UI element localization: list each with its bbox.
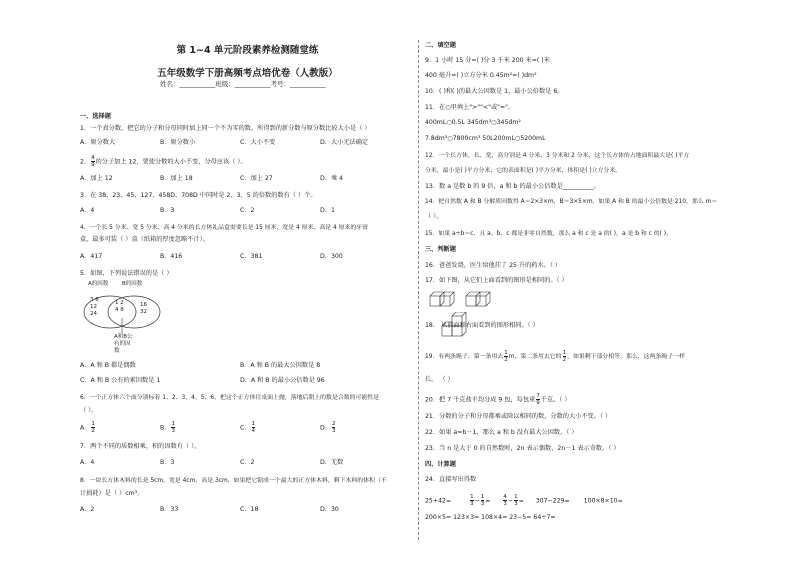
q8-opt-d: D．30 bbox=[320, 506, 339, 513]
q9-line2: 400 毫升=( )立方分米 0.45m²=( )dm² bbox=[425, 72, 537, 79]
f2-num: 1 bbox=[480, 494, 485, 500]
q3-opt-a: A．4 bbox=[80, 207, 95, 214]
calc-307-229: 307−229= bbox=[535, 497, 570, 505]
q17-cubes-figure bbox=[428, 290, 498, 310]
calc-25-42: 25+42= bbox=[425, 497, 452, 505]
q5-opt-b: B．A 和 B 的最大公因数是 8 bbox=[240, 362, 321, 369]
q6-opt-a-fraction bbox=[91, 421, 95, 434]
q22: 22．如果 a=b－1，那么 a 和 b 没有最大公因数。（ ） bbox=[425, 429, 578, 436]
f3-den: 3 bbox=[503, 501, 507, 507]
q12-line2: 分米，最小是( )平方分米；它的表面积是( )平方分米，体积是( )立方分米。 bbox=[425, 168, 622, 174]
q6-opt-d-den: 3 bbox=[331, 428, 336, 434]
q1: 1．一个真分数，把它的分子和分母同时加上同一个不为零的数，所得到的新分数与原分数比较大小是（ ） bbox=[80, 125, 371, 132]
calc-frac-3 bbox=[503, 494, 507, 507]
q20-pre: 20．把 7 千克盐平均分成 9 包，每包重 bbox=[425, 396, 536, 404]
q3: 3．在 38、23、45、127、458D、708D 中同时是 2、3、5 的倍数的数有（ ）个。 bbox=[80, 192, 317, 199]
venn-common-1: A和B公 bbox=[114, 334, 133, 340]
q2-opt-c: C．加上 27 bbox=[240, 175, 273, 182]
f4-num: 1 bbox=[514, 494, 518, 500]
venn-label-a: A的因数 bbox=[88, 281, 109, 287]
q6-opt-d-fraction bbox=[332, 421, 336, 434]
q2-opt-d: D．乘 4 bbox=[320, 175, 344, 182]
q19-line1 bbox=[425, 350, 685, 363]
q19-den-1: 2 bbox=[504, 357, 508, 363]
q4-line1: 4．一个长 5 分米、宽 5 分米、高 4 分米的长方体礼品盒需要长是 15 厘米，宽是 4 厘米、高是 4 厘米的牙膏 bbox=[80, 225, 369, 231]
q2-fraction bbox=[91, 155, 95, 168]
q1-opt-b: B．原分数小 bbox=[160, 139, 196, 146]
q8-opt-b: B．33 bbox=[160, 506, 179, 513]
q6-opt-b-num: 1 bbox=[171, 421, 175, 427]
q10: 10．( )和( )的最大公因数是 1，最小公倍数是 6。 bbox=[425, 88, 564, 95]
f1-num: 1 bbox=[470, 494, 474, 500]
q6-opt-b-letter: B． bbox=[160, 424, 171, 432]
venn-right-values bbox=[140, 302, 147, 316]
venn-left-1: 3 6 bbox=[90, 297, 99, 303]
q7-opt-d: D．无数 bbox=[320, 459, 344, 466]
q11: 11．在○里填上">""<"或"="。 bbox=[425, 104, 515, 111]
q20-den: 9 bbox=[536, 400, 540, 406]
q4-opt-d: D．300 bbox=[320, 253, 343, 260]
q6-opt-c-num: 1 bbox=[251, 421, 256, 427]
q6-opt-c-letter: C． bbox=[240, 424, 251, 432]
f2-den: 3 bbox=[480, 501, 485, 507]
q2-opt-b: B．加上 18 bbox=[160, 175, 193, 182]
q4-line2: 盒，最多可装（ ）盒（纸箱的厚度忽略不计）。 bbox=[80, 236, 209, 243]
q6-opt-b-den: 3 bbox=[171, 428, 175, 434]
venn-common-label bbox=[114, 334, 133, 355]
q19-fraction-1 bbox=[504, 350, 508, 363]
q7-opt-a: A．4 bbox=[80, 459, 95, 466]
q12-line1: 12．一个长方体，长、宽、高分别是 4 分米、3 分米和 2 分米，这个长方体的占地面积最大是( )平方 bbox=[425, 153, 690, 159]
venn-left-values bbox=[90, 297, 99, 318]
q6-line1: 6．一个正方体六个面分别标着 1、2、3、4、5、6，把这个正方体往桌面上抛，落地后朝上的数是合数的可能性是 bbox=[80, 395, 380, 401]
q3-opt-d: D．1 bbox=[320, 207, 335, 214]
q6-opt-a bbox=[80, 421, 96, 434]
f4-den: 3 bbox=[514, 501, 518, 507]
q5-opt-d: D．A 和 B 的最小公倍数是 96 bbox=[240, 377, 325, 384]
section-calc: 四、计算题 bbox=[425, 461, 456, 468]
q19-mid: m，第二条用去它的 bbox=[508, 354, 562, 360]
venn-label-b: B的因数 bbox=[122, 281, 143, 287]
q4-opt-a: A．417 bbox=[80, 253, 103, 260]
q6-opt-a-letter: A． bbox=[80, 424, 91, 432]
q23: 23．当 n 是大于 0 的自然数时，2n 表示偶数，2n－1 表示奇数。（ ） bbox=[425, 445, 620, 452]
q6-opt-c-fraction bbox=[252, 421, 256, 434]
q19-den-2: 2 bbox=[562, 357, 567, 363]
q3-opt-b: B．3 bbox=[160, 207, 175, 214]
calc-row2: 200×5= 123×3= 108×4= 23−5= 64÷7= bbox=[425, 514, 556, 521]
q19-pre: 19．有两条绳子，第一条用去 bbox=[425, 354, 504, 360]
q19-line2: 长。 （ ） bbox=[425, 376, 454, 383]
q13: 13．数 a 是数 b 的 9 倍，a 和 b 的最小公倍数是__________。 bbox=[425, 183, 600, 190]
q8-opt-a: A．2 bbox=[80, 506, 95, 513]
q7-opt-b: B．3 bbox=[160, 459, 175, 466]
f3-num: 4 bbox=[503, 494, 507, 500]
title-2: 五年级数学下册高频考点培优卷（人教版） bbox=[157, 68, 338, 79]
q18: 18． 从前面和右面看到的图形相同。（ ） bbox=[425, 322, 539, 329]
q5: 5．如图，下列说法错误的是（ ） bbox=[80, 270, 173, 277]
q16: 16．爸爸发烧，医生给他挂了 25 升的药水。（ ） bbox=[425, 262, 562, 269]
f1-den: 3 bbox=[470, 501, 474, 507]
q19-fraction-2 bbox=[563, 350, 567, 363]
q19-post: ，如果剩下部分相等，那么，这两条绳子一样 bbox=[567, 354, 685, 360]
q24: 24．直接写出得数 bbox=[425, 476, 477, 483]
q2-pre: 2． bbox=[80, 158, 91, 166]
meta-fields: 姓名：___________班级：___________考号：___________ bbox=[160, 80, 326, 88]
q17: 17．如下图，从它们上面看到的图形是相同的。（ ） bbox=[425, 277, 568, 284]
q2-opt-a: A．加上 12 bbox=[80, 175, 113, 182]
q20-fraction bbox=[536, 393, 540, 406]
q5-opt-c: C．A 和 B 公有的素因数是 1 bbox=[80, 377, 161, 384]
q20 bbox=[425, 393, 571, 406]
venn-right-1: 16 bbox=[140, 302, 147, 308]
q14-line2: （ ）。 bbox=[425, 213, 443, 220]
q9-line1: 9．1 小时 15 分=( )分 3 千米 200 米=( )米 bbox=[425, 57, 550, 64]
q8-opt-c: C．18 bbox=[240, 506, 259, 513]
venn-common-2: 有的因 bbox=[114, 341, 131, 347]
q6-line2: （ ）。 bbox=[80, 407, 98, 414]
q14-line1: 14．把自然数 A 和 B 分解质因数得 A＝2×3×m，B＝3×5×m，如果 A 和 B 的最小公倍数是 210，那么 m＝ bbox=[425, 199, 718, 205]
q7: 7．两个不同的质数相乘，积的因数有（ ）。 bbox=[80, 443, 201, 450]
venn-left-3: 24 bbox=[90, 311, 97, 317]
title-1: 第 1~4 单元阶段素养检测随堂练 bbox=[176, 45, 319, 56]
f1-op: − bbox=[474, 497, 480, 505]
q6-opt-c-den: 4 bbox=[251, 428, 256, 434]
venn-right-2: 32 bbox=[140, 309, 147, 315]
q6-opt-d bbox=[320, 421, 336, 434]
venn-common-3: 数 bbox=[114, 348, 120, 354]
q1-opt-c: C．大小不变 bbox=[240, 139, 276, 146]
venn-left-2: 12 bbox=[90, 304, 97, 310]
section-fill: 二、填空题 bbox=[425, 42, 456, 49]
q6-opt-a-num: 1 bbox=[91, 421, 95, 427]
calc-frac-4 bbox=[514, 494, 518, 507]
q8-line2: 计损耗）是（ ）cm³。 bbox=[80, 490, 144, 497]
q20-post: 千克。（ ） bbox=[540, 396, 571, 404]
q6-opt-d-letter: D． bbox=[320, 424, 331, 432]
q4-opt-c: C．381 bbox=[240, 253, 263, 260]
q11-row2: 7.8dm³○7800cm³ 50L200mL○5200mL bbox=[425, 135, 546, 142]
calc-frac-1 bbox=[470, 494, 474, 507]
q15: 15．如果 a÷b＝c，且 a、b、c 都是非零自然数，那么 a 和 c 是 a 的( )，a 是 b 和 c 的( )。 bbox=[425, 231, 672, 237]
q21: 21．分数的分子和分母都乘或除以相同的数，分数的大小不变。（ ） bbox=[425, 413, 612, 420]
section-judge: 三、判断题 bbox=[425, 246, 456, 253]
section-choice: 一、选择题 bbox=[80, 113, 111, 120]
f3-op: − bbox=[507, 497, 514, 505]
q6-opt-c bbox=[240, 421, 256, 434]
q4-opt-b: B．416 bbox=[160, 253, 183, 260]
q3-opt-c: C．2 bbox=[240, 207, 255, 214]
q8-line1: 8．一块长方体木料的长是 5cm，宽是 4cm，高是 3cm，如果把它锯成一个最大的正方体木料，剩下木料的体积（不 bbox=[80, 478, 387, 484]
calc-row1: 25+42= $\frac{1}{3}$ − $\frac{1}{3}$ = $\frac{4}{3}$ − $\frac{1}{3}$ = 307−229= 100×8×10= bbox=[425, 494, 623, 507]
q1-opt-d: D．大小无法确定 bbox=[320, 139, 369, 146]
venn-mid-values bbox=[115, 300, 124, 314]
q2-num: 4 bbox=[91, 155, 95, 161]
q2-post: 的分子加上 12，要使分数的大小不变，分母应该（ ）。 bbox=[95, 158, 247, 166]
venn-mid-2: 4 8 bbox=[115, 307, 124, 313]
q6-opt-b bbox=[160, 421, 176, 434]
q19-num-1: 1 bbox=[504, 350, 508, 356]
column-divider bbox=[418, 40, 419, 540]
q19-num-2: 1 bbox=[562, 350, 567, 356]
q6-opt-d-num: 2 bbox=[331, 421, 336, 427]
q6-opt-a-den: 2 bbox=[91, 428, 95, 434]
q2 bbox=[80, 155, 247, 168]
calc-frac-2 bbox=[481, 494, 485, 507]
venn-mid-1: 1 2 bbox=[115, 300, 124, 306]
q2-den: 9 bbox=[91, 162, 95, 168]
q7-opt-c: C．2 bbox=[240, 459, 255, 466]
q6-opt-b-fraction bbox=[171, 421, 175, 434]
q1-opt-a: A．原分数大 bbox=[80, 139, 116, 146]
q11-row1: 400mL○0.5L 345dm³○345dm² bbox=[425, 119, 521, 126]
calc-100-8-10: 100×8×10= bbox=[583, 497, 623, 505]
q20-num: 7 bbox=[536, 393, 540, 399]
q5-opt-a: A．A 和 B 都是偶数 bbox=[80, 362, 136, 369]
